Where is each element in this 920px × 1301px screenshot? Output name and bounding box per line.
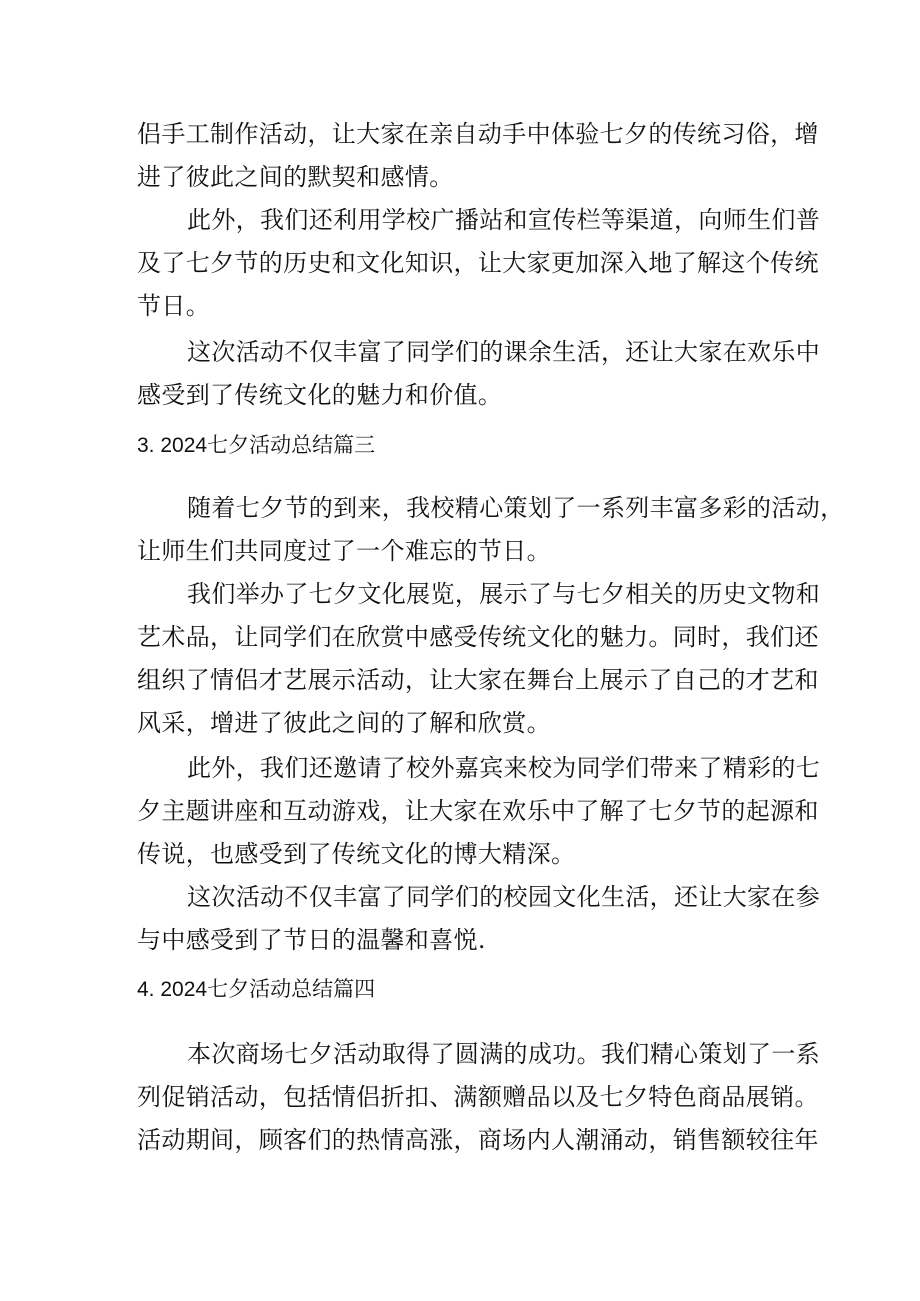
- paragraph-line: 节日。: [137, 292, 211, 320]
- paragraph-line: 艺术品，让同学们在欣赏中感受传统文化的魅力。同时，我们还: [137, 623, 819, 651]
- paragraph-line: 及了七夕节的历史和文化知识，让大家更加深入地了解这个传统: [137, 249, 819, 277]
- paragraph-line: 夕主题讲座和互动游戏，让大家在欢乐中了解了七夕节的起源和: [137, 797, 819, 825]
- paragraph-line: 传说，也感受到了传统文化的博大精深。: [137, 840, 576, 868]
- paragraph-line: 随着七夕节的到来，我校精心策划了一系列丰富多彩的活动，: [187, 494, 845, 522]
- paragraph-line: 进了彼此之间的默契和感情。: [137, 163, 454, 191]
- paragraph-line: 此外，我们还利用学校广播站和宣传栏等渠道，向师生们普: [187, 206, 821, 234]
- paragraph-line: 侣手工制作活动，让大家在亲自动手中体验七夕的传统习俗，增: [137, 120, 819, 148]
- paragraph-line: 风采，增进了彼此之间的了解和欣赏。: [137, 709, 551, 737]
- paragraph-line: 组织了情侣才艺展示活动，让大家在舞台上展示了自己的才艺和: [137, 666, 819, 694]
- paragraph-line: 这次活动不仅丰富了同学们的课余生活，还让大家在欢乐中: [187, 338, 821, 366]
- section-heading: 4. 2024七夕活动总结篇四: [137, 978, 376, 1001]
- paragraph-line: 我们举办了七夕文化展览，展示了与七夕相关的历史文物和: [187, 580, 821, 608]
- paragraph-line: 感受到了传统文化的魅力和价值。: [137, 381, 503, 409]
- paragraph-line: 这次活动不仅丰富了同学们的校园文化生活，还让大家在参: [187, 883, 821, 911]
- paragraph-line: 活动期间，顾客们的热情高涨，商场内人潮涌动，销售额较往年: [137, 1126, 819, 1154]
- paragraph-line: 列促销活动，包括情侣折扣、满额赠品以及七夕特色商品展销。: [137, 1083, 819, 1111]
- paragraph-line: 让师生们共同度过了一个难忘的节日。: [137, 537, 551, 565]
- section-heading: 3. 2024七夕活动总结篇三: [137, 434, 376, 457]
- paragraph-line: 与中感受到了节日的温馨和喜悦.: [137, 926, 486, 954]
- paragraph-line: 此外，我们还邀请了校外嘉宾来校为同学们带来了精彩的七: [187, 754, 821, 782]
- paragraph-line: 本次商场七夕活动取得了圆满的成功。我们精心策划了一系: [187, 1040, 821, 1068]
